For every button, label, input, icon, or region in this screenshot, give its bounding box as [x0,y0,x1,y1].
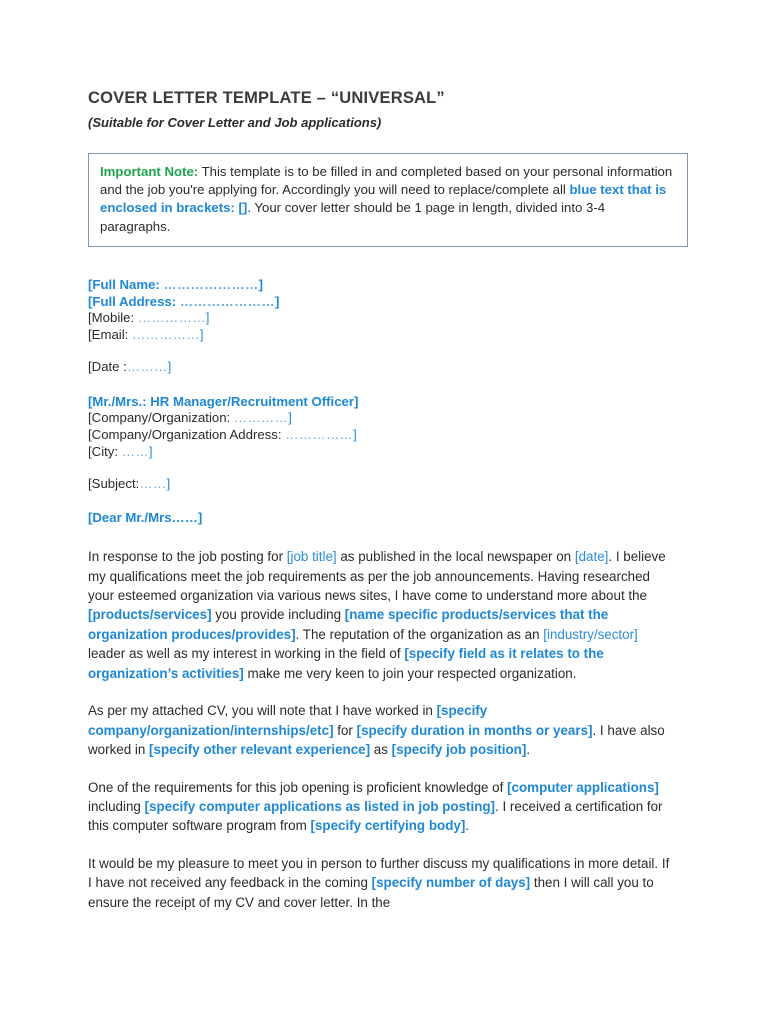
date-dots: ……… [126,358,168,374]
sender-full-name-close: ] [258,276,263,292]
recipient-company-address-close: ] [353,427,357,443]
p1-placeholder-specific-products: [name specific products/services that the organization produces/provides] [88,607,609,642]
sender-full-name-line [88,277,688,294]
sender-mobile-close: ] [205,310,210,326]
body-paragraph-2 [88,701,674,759]
body-paragraph-3 [88,778,674,836]
recipient-company-address-label: [Company/Organization Address: [88,427,286,443]
recipient-title-line: [Mr./Mrs.: HR Manager/Recruitment Officer] [88,393,359,409]
page-title: COVER LETTER TEMPLATE – “UNIVERSAL” [88,89,445,107]
p1-text-3: . I believe my qualifications meet the job requirements as per the job announcements. Having researched your esteemed organization via various news sites, I have come to understand more about the [88,549,666,604]
recipient-city-dots: …… [121,443,149,459]
recipient-company-close: ] [288,410,292,426]
subject-dots: …… [139,475,167,491]
p2-placeholder-job-position: [specify job position] [391,742,527,758]
recipient-city-close: ] [148,443,153,459]
sender-full-address-close: ] [274,293,280,309]
subject-close: ] [166,475,171,491]
important-note-part-2: . Your cover letter should be 1 page in length, divided into 3-4 paragraphs. [100,200,606,234]
recipient-address-block [88,394,688,493]
sender-full-name-dots: ………………… [163,276,259,292]
subject-line [88,476,688,493]
sender-mobile-dots: …………… [137,310,206,326]
p1-text-5: . The reputation of the organization as an [295,626,544,642]
p3-text-1: One of the requirements for this job opening is proficient knowledge of [88,779,508,795]
p4-text-1: It would be my pleasure to meet you in person to further discuss my qualifications in more detail. If I have not received any feedback in the coming [88,855,670,891]
sender-email-close: ] [199,327,204,343]
block-spacer [88,344,688,359]
sender-email-dots: …………… [131,327,200,343]
sender-mobile-line [88,310,688,327]
p1-text-2: as published in the local newspaper on [336,549,575,565]
p1-placeholder-field: [specify field as it relates to the organization’s activities] [88,646,604,681]
recipient-city-line [88,444,688,461]
p1-text-6: leader as well as my interest in working in the field of [88,646,405,662]
p1-text-7: make me very keen to join your respected organization. [243,665,577,681]
recipient-company-address-line [88,427,688,444]
p1-text-1: In response to the job posting for [88,549,287,565]
sender-full-address-label: [Full Address: [88,293,180,309]
body-paragraph-1 [88,547,674,683]
p1-placeholder-industry-sector: [industry/sector] [543,626,638,642]
p1-placeholder-date: [date] [574,549,609,565]
sender-full-address-dots: ………………… [179,293,275,309]
p3-text-3: . I received a certification for this computer software program from [88,798,663,834]
p2-text-4: as [370,742,392,758]
p2-text-5: . [526,742,531,758]
date-label: [Date : [88,358,127,374]
p2-placeholder-other-experience: [specify other relevant experience] [149,742,371,758]
sender-full-name-label: [Full Name: [88,276,164,292]
recipient-city-label: [City: [88,443,122,459]
p1-text-4: you provide including [211,607,345,623]
important-note-label: Important Note: [100,163,199,179]
p1-placeholder-products-services: [products/services] [88,607,212,623]
p2-placeholder-duration: [specify duration in months or years] [356,722,593,738]
important-note-part-1: This template is to be filled in and completed based on your personal information and the job you're applying for. Accordingly you will need to replace/complete all [100,163,673,198]
important-note-emphasis: blue text that is enclosed in brackets: [] [100,182,667,216]
date-close: ] [167,358,172,374]
p3-placeholder-certifying-body: [specify certifying body] [310,818,466,834]
sender-email-label: [Email: [88,327,132,343]
p4-text-2: then I will call you to ensure the receipt of my CV and cover letter. In the [88,875,654,910]
recipient-company-dots: ………… [233,410,289,426]
sender-email-line [88,327,688,344]
block-spacer [88,461,688,476]
important-note-text [100,163,676,236]
p4-placeholder-number-of-days: [specify number of days] [371,875,531,891]
p3-placeholder-specify-applications: [specify computer applications as listed in job posting] [144,798,496,814]
subject-label: [Subject: [88,475,140,491]
p3-text-2: including [88,798,145,814]
body-paragraph-4 [88,854,674,912]
sender-address-block [88,277,688,376]
p2-text-3: . I have also worked in [88,722,665,758]
sender-mobile-label: [Mobile: [88,310,138,326]
p2-text-1: As per my attached CV, you will note that I have worked in [88,703,437,719]
p2-text-2: for [333,722,357,738]
date-line [88,359,688,376]
recipient-company-label: [Company/Organization: [88,410,234,426]
page-subtitle: (Suitable for Cover Letter and Job applications) [88,114,382,130]
important-note-box [88,153,688,247]
recipient-company-line [88,410,688,427]
p3-text-4: . [465,818,470,834]
p2-placeholder-company: [specify company/organization/internships/etc] [88,703,488,738]
sender-full-address-line [88,294,688,311]
recipient-company-address-dots: …………… [285,427,354,443]
p1-placeholder-job-title: [job title] [286,549,337,565]
letter-salutation: [Dear Mr./Mrs……] [88,510,203,526]
p3-placeholder-computer-applications: [computer applications] [507,779,659,795]
